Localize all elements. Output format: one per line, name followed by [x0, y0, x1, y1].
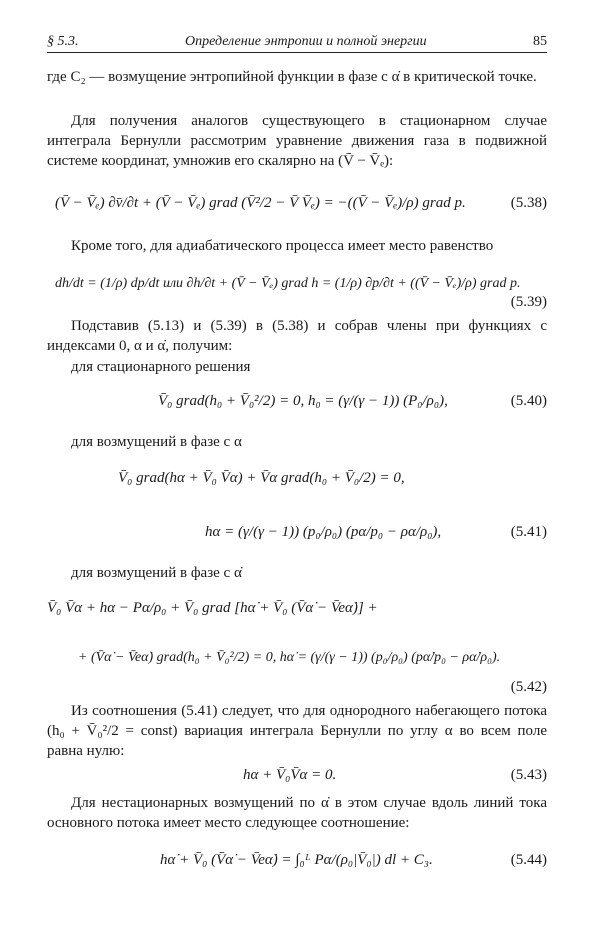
- paragraph-6: для возмущений в фазе с α: [71, 434, 242, 450]
- paragraph-1: где C₂ — возмущение энтропийной функции в фазе с α̇ в критической точке.: [47, 69, 537, 85]
- equation-5-43: hα + V̄₀V̄α = 0.: [243, 767, 337, 783]
- paragraph-5: для стационарного решения: [71, 359, 251, 375]
- equation-5-40: V̄₀ grad(h₀ + V̄₀²/2) = 0, h₀ = (γ/(γ − 1)) (P₀/ρ₀),: [158, 393, 448, 409]
- eq-number-5-44: (5.44): [510, 852, 547, 868]
- equation-5-42b: + (V̄α̇ − V̄eα̇) grad(h₀ + V̄₀²/2) = 0, hα̇ = (γ/(γ − 1)) (p₀/ρ₀) (pα̇/p₀ − ρα̇/ρ₀).: [78, 650, 501, 665]
- paragraph-2: Для получения аналогов существующего в стационарном случае интеграла Бернулли рассмотрим уравнение движения газа в подвижной системе координат, умножив его скалярно на (V̄ − V̄ₑ):: [47, 113, 547, 169]
- section-title: Определение энтропии и полной энергии: [185, 34, 427, 49]
- equation-5-41a: V̄₀ grad(hα + V̄₀ V̄α) + V̄α grad(h₀ + V̄₀/2) = 0,: [118, 470, 405, 486]
- eq-number-5-42: (5.42): [510, 679, 547, 695]
- eq-number-5-38: (5.38): [510, 195, 547, 211]
- eq-number-5-40: (5.40): [510, 393, 547, 409]
- section-number: § 5.3.: [47, 34, 79, 49]
- equation-5-42a: V̄₀ V̄α + hα − Pα/ρ₀ + V̄₀ grad [hα̇ + V̄₀ (V̄α̇ − V̄eα̇)] +: [47, 600, 378, 616]
- eq-number-5-39: (5.39): [510, 294, 547, 310]
- equation-5-44: hα̇ + V̄₀ (V̄α̇ − V̄eα̇) = ∫₀ᴸ Pα/(ρ₀|V̄₀|) dl + C₃.: [160, 852, 433, 868]
- eq-number-5-41: (5.41): [510, 524, 547, 540]
- paragraph-9: Для нестационарных возмущений по α̇ в этом случае вдоль линий тока основного потока имеет место следующее соотношение:: [47, 795, 547, 831]
- eq-number-5-43: (5.43): [510, 767, 547, 783]
- equation-5-38: (V̄ − V̄ₑ) ∂v̄/∂t + (V̄ − V̄ₑ) grad (V̄²/2 − V̄ V̄ₑ) = −((V̄ − V̄ₑ)/ρ) grad p.: [55, 195, 466, 211]
- paragraph-3: Кроме того, для адиабатического процесса имеет место равенство: [71, 238, 494, 254]
- paragraph-4: Подставив (5.13) и (5.39) в (5.38) и собрав члены при функциях с индексами 0, α и α̇, получим:: [47, 318, 547, 354]
- paragraph-8: Из соотношения (5.41) следует, что для однородного набегающего потока (h₀ + V̄₀²/2 = const) вариация интеграла Бернулли по углу α во всем поле равна нулю:: [47, 703, 547, 759]
- running-header: [47, 30, 547, 53]
- equation-5-41b: hα = (γ/(γ − 1)) (p₀/ρ₀) (pα/p₀ − ρα/ρ₀),: [205, 524, 442, 540]
- paragraph-7: для возмущений в фазе с α̇: [71, 565, 242, 581]
- page-number: 85: [533, 34, 547, 49]
- equation-5-39: dh/dt = (1/ρ) dp/dt или ∂h/∂t + (V̄ − V̄ₑ) grad h = (1/ρ) ∂p/∂t + ((V̄ − V̄ₑ)/ρ) grad p.: [55, 276, 521, 291]
